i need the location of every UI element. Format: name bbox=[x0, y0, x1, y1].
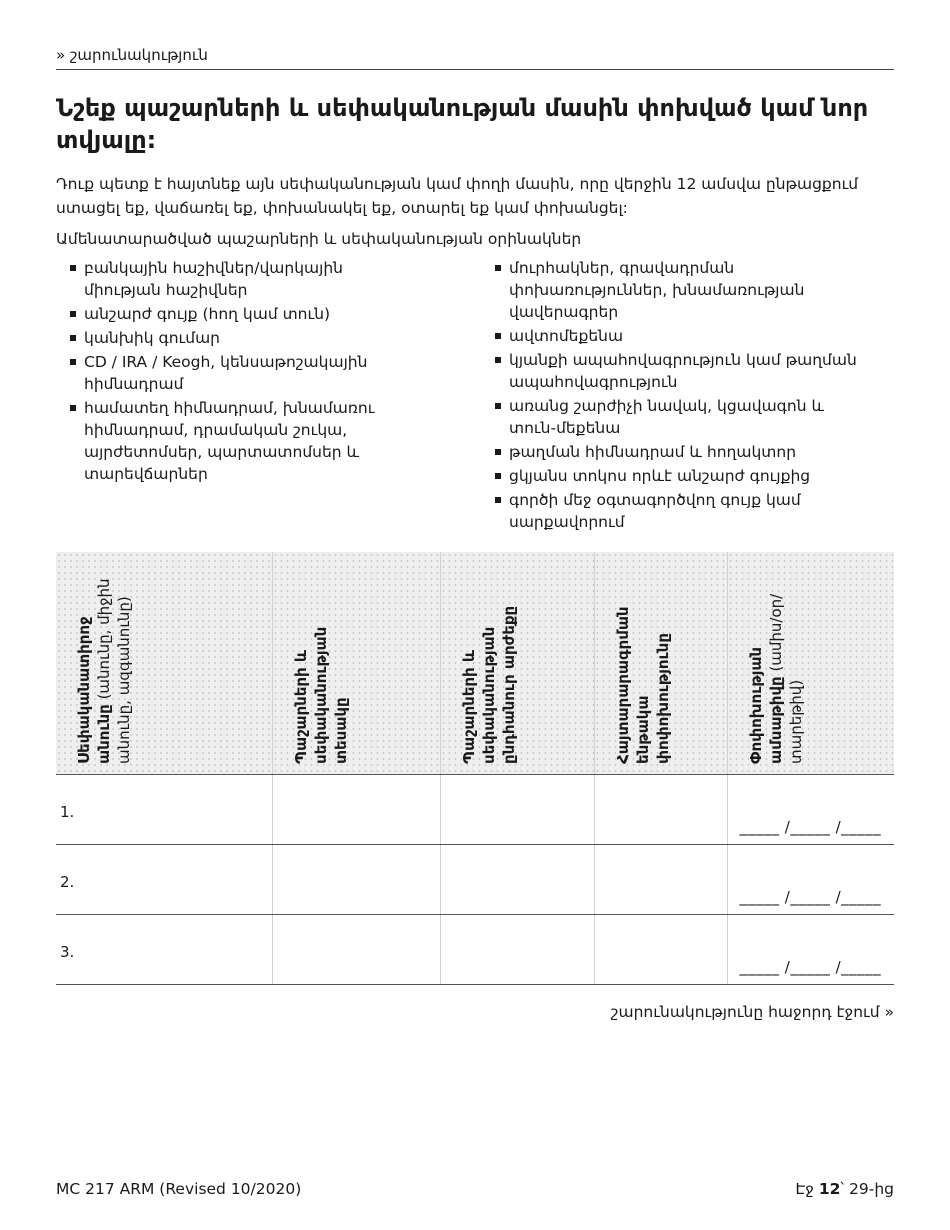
column-header-reportable-change: Հայտարարագրման ենթակա փոփոխությունը bbox=[594, 552, 727, 775]
total-value-cell[interactable] bbox=[440, 915, 594, 985]
owner-name-cell[interactable] bbox=[56, 775, 272, 845]
table-row bbox=[56, 915, 894, 985]
column-header-asset-type: Պաշարների և սեփականության տեսակը bbox=[272, 552, 440, 775]
column-header-total-value: Պաշարների և սեփականության ընդհանուր արժեքը bbox=[440, 552, 594, 775]
list-item: կյանքի ապահովագրություն կամ թաղման ապահովագրություն bbox=[493, 349, 873, 393]
date-blank: _____ /_____ /_____ bbox=[739, 958, 882, 976]
column-header-owner-name: Սեփականատիրոջ անունը (անունը, միջին անունը, ազգանունը) bbox=[56, 552, 272, 775]
table-row bbox=[56, 845, 894, 915]
reportable-change-cell[interactable] bbox=[594, 845, 727, 915]
row-number: 2. bbox=[60, 873, 75, 891]
intro-text: Դուք պետք է հայտնեք այն սեփականության կամ փողի մասին, որը վերջին 12 ամսվա ընթացքում ստացել եք, վաճառել եք, փոխանակել եք, օտարել եք կամ փոխանցել: bbox=[56, 175, 859, 217]
total-value-cell[interactable] bbox=[440, 845, 594, 915]
date-blank: _____ /_____ /_____ bbox=[739, 888, 882, 906]
column-header-change-date: Փոփոխության ամսաթիվը (ամիս/օր/տարեթիվ) bbox=[727, 552, 894, 775]
list-item: բանկային հաշիվներ/վարկային միության հաշիվներ bbox=[68, 257, 418, 301]
date-blank: _____ /_____ /_____ bbox=[739, 818, 882, 836]
list-item: կանխիկ գումար bbox=[68, 327, 418, 349]
list-item: ավտոմեքենա bbox=[493, 325, 873, 347]
continues-next-page: շարունակությունը հաջորդ էջում » bbox=[610, 1003, 894, 1021]
assets-table bbox=[56, 552, 894, 985]
asset-type-cell[interactable] bbox=[272, 775, 440, 845]
reportable-change-cell[interactable] bbox=[594, 915, 727, 985]
list-item: ցկյանս տոկոս որևէ անշարժ գույքից bbox=[493, 465, 873, 487]
form-id: MC 217 ARM (Revised 10/2020) bbox=[56, 1180, 302, 1198]
list-item: թաղման հիմնադրամ և հողակտոր bbox=[493, 441, 873, 463]
table-row bbox=[56, 775, 894, 845]
list-item: CD / IRA / Keogh, կենսաթոշակային հիմնադրամ bbox=[68, 351, 418, 395]
change-date-cell[interactable] bbox=[727, 845, 894, 915]
change-date-cell[interactable] bbox=[727, 915, 894, 985]
list-item: համատեղ հիմնադրամ, խնամառու հիմնադրամ, դրամական շուկա, այրժետոմսեր, պարտատոմսեր և տարեվճարներ bbox=[68, 397, 418, 485]
change-date-cell[interactable] bbox=[727, 775, 894, 845]
owner-name-cell[interactable] bbox=[56, 915, 272, 985]
examples-list-right bbox=[493, 257, 873, 535]
list-item: գործի մեջ օգտագործվող գույք կամ սարքավորում bbox=[493, 489, 873, 533]
row-number: 3. bbox=[60, 943, 75, 961]
asset-type-cell[interactable] bbox=[272, 845, 440, 915]
top-divider bbox=[56, 69, 894, 70]
list-item: մուրհակներ, գրավադրման փոխառություններ, խնամառության վավերագրեր bbox=[493, 257, 873, 323]
reportable-change-cell[interactable] bbox=[594, 775, 727, 845]
page-number: 12 bbox=[818, 1180, 841, 1198]
asset-type-cell[interactable] bbox=[272, 915, 440, 985]
total-value-cell[interactable] bbox=[440, 775, 594, 845]
page-indicator: Էջ 12՝ 29-ից bbox=[795, 1180, 894, 1198]
section-title: Նշեք պաշարների և սեփականության մասին փոխված կամ նոր տվյալը: bbox=[56, 94, 869, 154]
examples-list-left bbox=[68, 257, 418, 487]
form-page bbox=[56, 0, 894, 1230]
list-item: առանց շարժիչի նավակ, կցավագոն և տուն-մեքենա bbox=[493, 395, 873, 439]
list-item: անշարժ գույք (հող կամ տուն) bbox=[68, 303, 418, 325]
continued-label: » շարունակություն bbox=[56, 46, 208, 64]
examples-heading: Ամենատարածված պաշարների և սեփականության օրինակներ bbox=[56, 230, 582, 248]
table-header-row bbox=[56, 552, 894, 775]
row-number: 1. bbox=[60, 803, 75, 821]
owner-name-cell[interactable] bbox=[56, 845, 272, 915]
